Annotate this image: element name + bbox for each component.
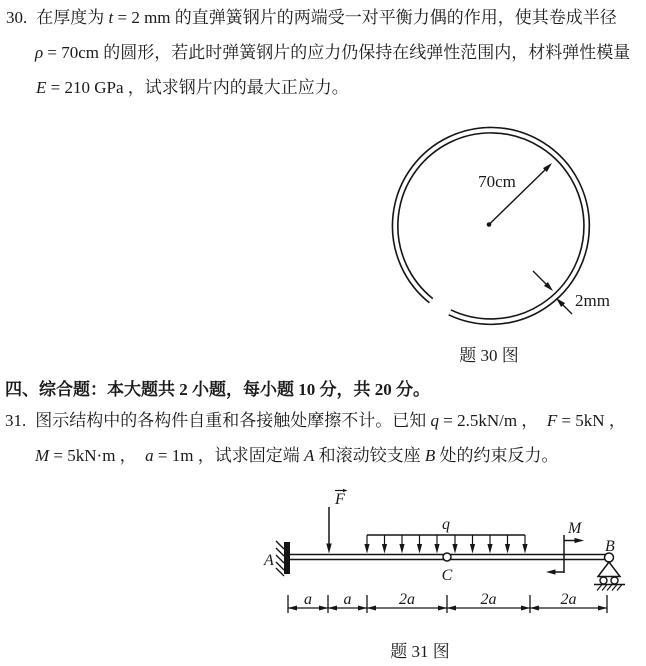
text-segment: 在厚度为 [36,8,109,27]
ground-hatch [607,585,612,591]
problem-30-line-2 [35,42,630,64]
math-var-t: t [108,8,114,27]
text-segment: = 70cm 的圆形，若此时弹簧钢片的应力仍保持在线弹性范围内，材料弹性模量 [43,43,631,62]
moment-bottom-arrowhead [546,569,556,574]
text-segment: = 1m ，试求固定端 [153,446,304,465]
beam-structure-figure [255,483,635,618]
force-f-label: F [335,491,345,508]
hinge-c-label: C [441,567,453,584]
wall-bar [284,542,290,574]
wall-hatch [276,548,284,556]
math-var-a: a [145,446,154,465]
math-var-q: q [430,411,439,430]
force-arrowhead [326,544,331,554]
fixed-support-a [276,541,290,576]
text-segment: = 2.5kN/m ， [439,411,547,430]
support-triangle [598,562,620,577]
text-segment: = 2 mm 的直弹簧钢片的两端受一对平衡力偶的作用，使其卷成半径 [113,8,617,27]
load-q-label: q [442,516,450,533]
ring-inner-white [395,130,586,321]
math-var-B: B [424,446,436,465]
thickness-label: 2mm [575,291,610,310]
problem-31-number: 31. [5,411,27,430]
math-var-E: E [36,78,47,97]
dim-label-2a3: 2a [560,591,577,608]
section-4-heading: 四、综合题：本大题共 2 小题，每小题 10 分，共 20 分。 [5,380,430,399]
dim-label-a2: a [343,591,352,608]
moment-top-arrowhead [575,538,585,543]
problem-31-line-1 [5,410,626,432]
roller-right [611,577,618,584]
spring-ring-figure [370,115,630,345]
text-segment: = 5kN·m ， [49,446,146,465]
wall-hatch [276,541,284,549]
ground-hatch [602,585,607,591]
wall-hatch [276,555,284,563]
math-var-A: A [303,446,315,465]
figure-30-caption: 题 30 图 [459,346,519,365]
support-a-label: A [264,552,274,569]
ground-hatch [617,585,622,591]
math-var-M: M [35,446,50,465]
text-segment: 图示结构中的各构件自重和各接触处摩擦不计。已知 [35,411,431,430]
text-segment: 和滚动铰支座 [314,446,425,465]
math-var-F: F [546,411,558,430]
dim-label-2a2: 2a [480,591,497,608]
hinge-c-pin [443,553,451,561]
radius-label: 70cm [478,172,516,191]
figure-31-caption: 题 31 图 [390,642,450,661]
distributed-load [364,535,527,554]
moment-m-label: M [568,520,582,537]
roller-support-b [594,553,625,591]
problem-30-number: 30. [6,8,28,27]
text-segment: 处的约束反力。 [435,446,559,465]
dimension-chain [288,591,607,613]
load-arrows [364,535,527,554]
problem-30-line-3 [36,77,349,99]
math-var-rho: ρ [35,43,44,62]
text-segment: = 5kN ， [557,411,626,430]
text-segment: = 210 GPa ，试求钢片内的最大正应力。 [46,78,349,97]
dim-label-a1: a [304,591,312,608]
dim-label-2a1: 2a [399,591,415,608]
problem-31-line-2 [35,445,559,467]
support-b-label: B [605,538,615,555]
ground-hatch [612,585,617,591]
problem-30-line-1 [6,7,617,29]
roller-left [600,577,607,584]
ground-hatch [597,585,602,591]
